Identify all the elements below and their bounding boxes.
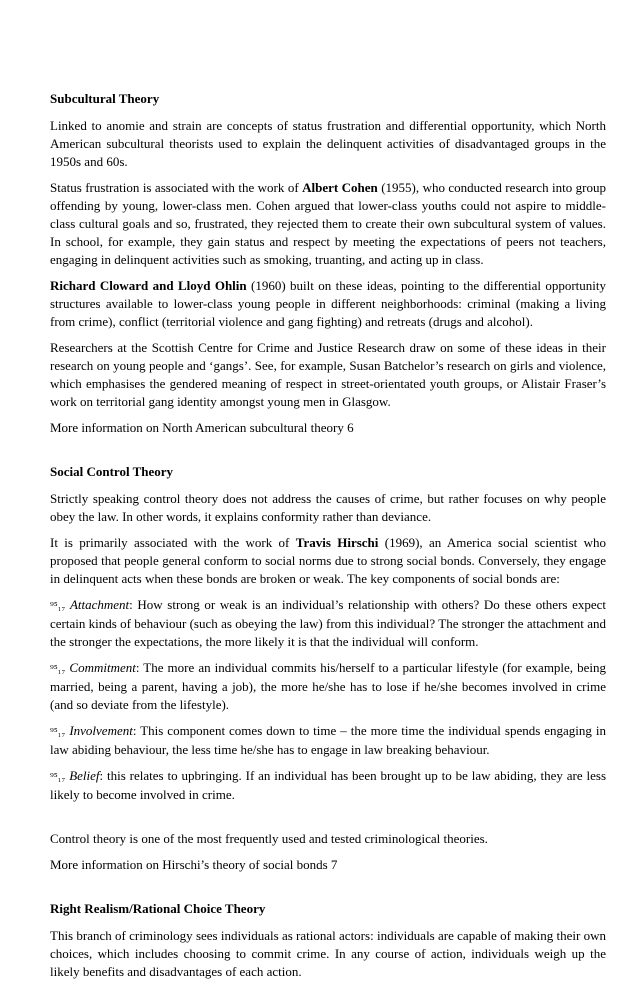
bullet-text: : this relates to upbringing. If an individual has been brought up to be law abiding, they are less likely to become involved in crime. xyxy=(50,768,606,802)
section-heading: Right Realism/Rational Choice Theory xyxy=(50,901,266,916)
bullet-term: Involvement xyxy=(69,723,133,738)
text-run: It is primarily associated with the work of xyxy=(50,535,296,550)
section-subcultural-theory xyxy=(50,90,606,437)
paragraph: Strictly speaking control theory does not address the causes of crime, but rather focuses on why people obey the law. In other words, it explains conformity rather than deviance. xyxy=(50,491,606,524)
bullet-item xyxy=(50,596,606,651)
section-heading: Social Control Theory xyxy=(50,464,174,479)
more-info-text: More information on North American subcultural theory 6 xyxy=(50,420,354,435)
bullet-symbol: ⁹⁵₁₇ xyxy=(50,726,66,738)
bullet-symbol: ⁹⁵₁₇ xyxy=(50,771,66,783)
bullet-symbol: ⁹⁵₁₇ xyxy=(50,600,66,612)
bullet-item xyxy=(50,722,606,759)
paragraph: Researchers at the Scottish Centre for Crime and Justice Research draw on some of these ideas in their research on young people and ‘gangs’. See, for example, Susan Batchelor’s research on girls and violence, which emphasises the gendered meaning of respect in street-orientated youth groups, or Alistair Fraser’s work on territorial gang identity amongst young men in Glasgow. xyxy=(50,340,606,409)
text-run: (1969), an America social scientist who proposed that people general conform to social norms due to strong social bonds. Conversely, they engage in delinquent acts when these bonds are broken or weak. The key components of social bonds are: xyxy=(50,535,607,586)
paragraph: Control theory is one of the most frequently used and tested criminological theories. xyxy=(50,831,488,846)
author-name: Richard Cloward and Lloyd Ohlin xyxy=(50,278,247,293)
paragraph: This branch of criminology sees individuals as rational actors: individuals are capable of making their own choices, which includes choosing to commit crime. In any course of action, individuals weigh up the likely benefits and disadvantages of each action. xyxy=(50,928,606,979)
bullet-item xyxy=(50,767,606,804)
author-name: Albert Cohen xyxy=(302,180,378,195)
bullet-term: Attachment xyxy=(69,597,130,612)
paragraph: Linked to anomie and strain are concepts of status frustration and differential opportunity, which North American subcultural theorists used to explain the delinquent activities of disadvantaged groups in the 1950s and 60s. xyxy=(50,118,606,169)
bullet-term: Commitment xyxy=(69,660,136,675)
text-run: (1960) built on these ideas, pointing to the differential opportunity structures available to lower-class young people in different neighborhoods: criminal (making a living from crime), conflict (territorial violence and gang fighting) and retreats (drugs and alcohol). xyxy=(50,278,607,329)
paragraph xyxy=(50,534,606,588)
bullet-text: : The more an individual commits his/herself to a particular lifestyle (for example, being married, being a parent, having a job), the more he/she has to lose if he/she becomes involved in crime (and so deviate from the lifestyle). xyxy=(50,660,606,712)
bullet-symbol: ⁹⁵₁₇ xyxy=(50,663,66,675)
document-page xyxy=(50,90,606,989)
more-info-text: More information on Hirschi’s theory of social bonds 7 xyxy=(50,857,338,872)
bullet-item xyxy=(50,659,606,714)
paragraph xyxy=(50,277,606,331)
section-social-control-theory xyxy=(50,463,606,874)
bullet-text: : How strong or weak is an individual’s relationship with others? Do these others expect certain kinds of behaviour (such as obeying the law) from this individual? The stronger the attachment and the stronger the expectations, the more likely it is that the individual will conform. xyxy=(50,597,606,649)
bullet-term: Belief xyxy=(69,768,100,783)
section-heading: Subcultural Theory xyxy=(50,91,160,106)
text-run: (1955), who conducted research into group offending by young, lower-class men. Cohen argued that lower-class youths could not aspire to middle-class cultural goals and so, frustrated, they rejected them to create their own subcultural system of values. In school, for example, they gain status and respect by meeting the expectations of peers not teachers, engaging in delinquent activities such as smoking, truanting, and acting up in class. xyxy=(50,180,606,267)
bullet-text: : This component comes down to time – the more time the individual spends engaging in law abiding behaviour, the less time he/she has to engage in law breaking behaviour. xyxy=(50,723,606,757)
text-run: Status frustration is associated with the work of xyxy=(50,180,303,195)
paragraph xyxy=(50,179,606,269)
author-name: Travis Hirschi xyxy=(295,535,379,550)
section-right-realism xyxy=(50,900,606,981)
